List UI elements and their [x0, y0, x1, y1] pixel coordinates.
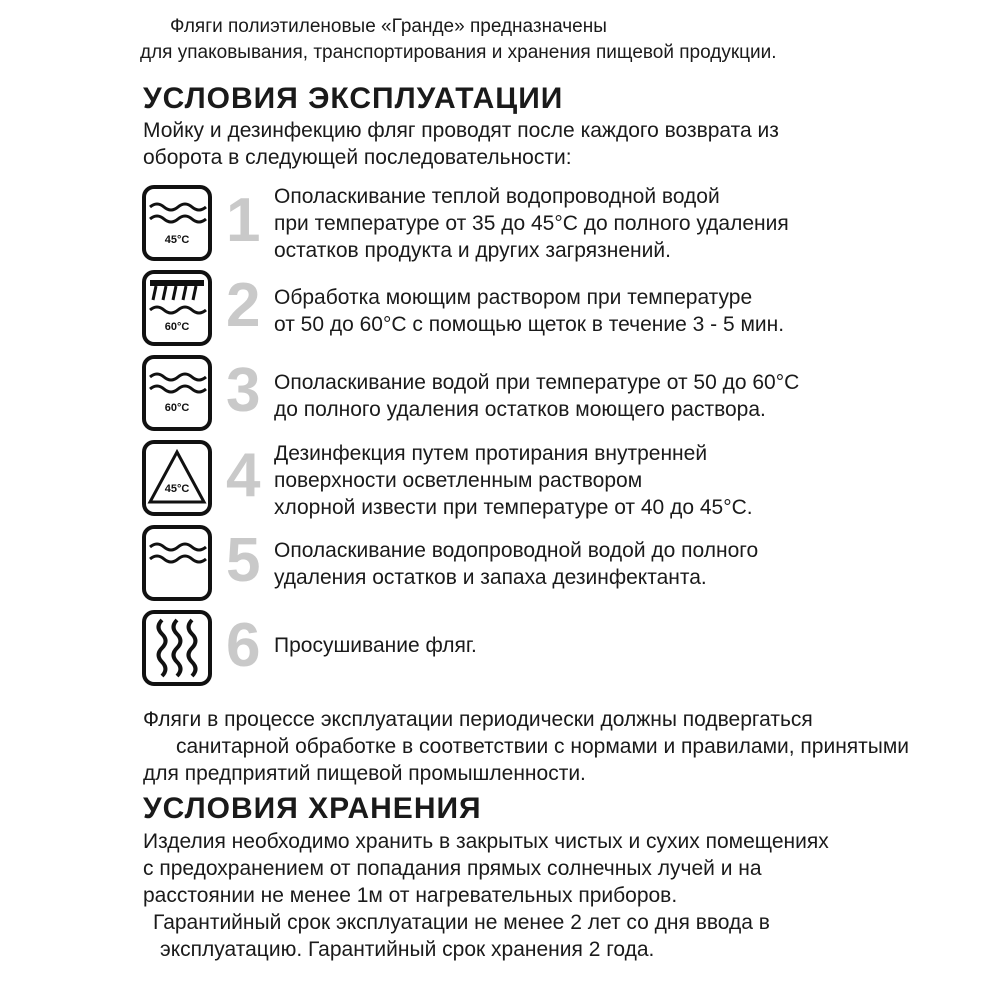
step-4-line-3: хлорной извести при температуре от 40 до 45°C.: [274, 496, 753, 519]
operation-lead-line-1: Мойку и дезинфекцию фляг проводят после каждого возврата из: [143, 119, 779, 142]
step-4-text: [274, 440, 753, 521]
step-1-line-3: остатков продукта и других загрязнений.: [274, 239, 671, 262]
operation-heading: УСЛОВИЯ ЭКСПЛУАТАЦИИ: [143, 82, 564, 115]
step-5-line-1: Ополаскивание водопроводной водой до полного: [274, 539, 759, 562]
step-6: [140, 608, 900, 688]
step-1-number: 1: [226, 186, 261, 255]
intro-line-2: для упаковывания, транспортирования и хранения пищевой продукции.: [140, 42, 777, 63]
step-5: [140, 523, 900, 603]
intro-text: [140, 14, 900, 66]
step-2-number: 2: [226, 271, 261, 340]
step-4-line-2: поверхности осветленным раствором: [274, 469, 643, 492]
step-4-number: 4: [226, 441, 261, 510]
water-basin-icon: [140, 353, 214, 433]
step-4-line-1: Дезинфекция путем протирания внутренней: [274, 442, 708, 465]
note-line-3: для предприятий пищевой промышленности.: [143, 762, 586, 785]
storage-line-2: с предохранением от попадания прямых солнечных лучей и на: [143, 857, 762, 880]
storage-line-1: Изделия необходимо хранить в закрытых чистых и сухих помещениях: [143, 830, 829, 853]
step-3-temp: 60°C: [164, 402, 190, 414]
step-3: [140, 353, 900, 433]
water-basin-icon: [140, 183, 214, 263]
note-line-1: Фляги в процессе эксплуатации периодически должны подвергаться: [143, 708, 813, 731]
step-2-text: [274, 284, 784, 338]
step-6-number: 6: [226, 611, 261, 680]
storage-line-5: эксплуатацию. Гарантийный срок хранения 2 года.: [160, 938, 655, 961]
step-2-temp: 60°C: [164, 321, 190, 333]
chlorine-triangle-icon: [140, 438, 214, 518]
step-1-temp: 45°C: [164, 234, 190, 246]
step-4: [140, 438, 900, 518]
step-3-number: 3: [226, 356, 261, 425]
step-1: [140, 183, 900, 263]
brush-wash-icon: [140, 268, 214, 348]
step-2: [140, 268, 900, 348]
operation-lead-line-2: оборота в следующей последовательности:: [143, 146, 572, 169]
step-2-line-2: от 50 до 60°C с помощью щеток в течение 3 - 5 мин.: [274, 313, 785, 336]
storage-line-4: Гарантийный срок эксплуатации не менее 2 лет со дня ввода в: [153, 911, 770, 934]
water-basin-icon: [140, 523, 214, 603]
step-5-text: [274, 537, 758, 591]
step-1-line-2: при температуре от 35 до 45°C до полного удаления: [274, 212, 789, 235]
drying-icon: [140, 608, 214, 688]
step-3-text: [274, 369, 799, 423]
step-1-line-1: Ополаскивание теплой водопроводной водой: [274, 185, 720, 208]
intro-line-1: Фляги полиэтиленовые «Гранде» предназначены: [170, 16, 607, 37]
step-6-line-1: Просушивание фляг.: [274, 634, 477, 657]
storage-heading: УСЛОВИЯ ХРАНЕНИЯ: [143, 792, 482, 825]
note-line-2: санитарной обработке в соответствии с нормами и правилами, принятыми: [176, 735, 910, 758]
step-5-number: 5: [226, 526, 261, 595]
step-6-text: [274, 632, 477, 659]
step-4-temp: 45°C: [164, 483, 190, 495]
step-1-text: [274, 183, 789, 264]
storage-line-3: расстоянии не менее 1м от нагревательных приборов.: [143, 884, 678, 907]
step-3-line-2: до полного удаления остатков моющего раствора.: [274, 398, 766, 421]
step-5-line-2: удаления остатков и запаха дезинфектанта.: [274, 566, 707, 589]
step-3-line-1: Ополаскивание водой при температуре от 50 до 60°C: [274, 371, 800, 394]
step-2-line-1: Обработка моющим раствором при температуре: [274, 286, 753, 309]
